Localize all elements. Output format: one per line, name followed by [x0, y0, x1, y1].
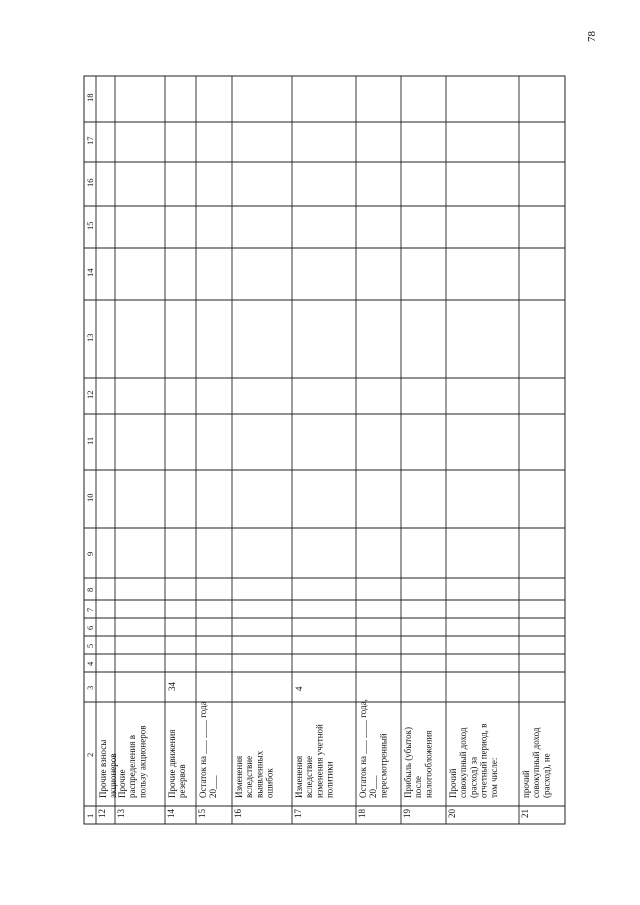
row-label-line: Остаток на ___ ____ года	[198, 701, 208, 798]
row-label-line: акционеров	[108, 753, 119, 798]
row-label-line: Прибыль (убыток)	[403, 727, 413, 798]
row-label-line: политики	[324, 761, 335, 798]
column-number-3: 3	[85, 685, 95, 690]
row-label-line: (расход), не	[541, 753, 552, 798]
column-number-7: 7	[85, 607, 95, 612]
row-label-line: 20___	[368, 775, 379, 798]
row-label-line: Изменения	[234, 755, 244, 798]
row-label-line: отчетный период, в	[478, 723, 489, 798]
row-number: 15	[197, 809, 207, 818]
row-label-line: 20___	[208, 775, 219, 798]
column-number-8: 8	[85, 587, 95, 592]
column-number-4: 4	[85, 661, 95, 666]
row-number: 21	[520, 809, 530, 818]
row-number: 14	[166, 809, 176, 818]
row-number: 19	[402, 809, 412, 818]
row-label-line: пользу акционеров	[137, 725, 148, 798]
row-label-line: Прочие взносы	[98, 739, 108, 798]
row-label-line: резервов	[177, 764, 188, 798]
row-label-line: распределения в	[127, 734, 138, 798]
row-label-line: Прочие	[117, 769, 127, 798]
row-label-line: совокупный доход	[458, 727, 469, 798]
row-label-line: совокупный доход	[531, 727, 542, 798]
column-number-1: 1	[85, 813, 95, 818]
table-border	[84, 76, 565, 824]
row-label-line: прочий	[521, 770, 531, 798]
row-label-line: Изменения	[294, 755, 304, 798]
column-number-12: 12	[85, 390, 95, 399]
column-number-17: 17	[85, 136, 95, 145]
row-label-line: налогообложения	[423, 730, 434, 798]
column-number-16: 16	[85, 178, 95, 187]
row-label-line: том числе:	[488, 757, 499, 798]
row-number: 18	[357, 809, 367, 818]
row-label-line: (расход) за	[468, 756, 479, 798]
column-number-11: 11	[85, 436, 95, 445]
row-number: 16	[233, 809, 243, 818]
column-number-6: 6	[85, 625, 95, 630]
column-number-9: 9	[85, 551, 95, 556]
row-number: 17	[293, 809, 303, 818]
row-label-line: выявленных	[254, 750, 265, 798]
row-label-line: ошибок	[264, 768, 275, 798]
row-label-line: Прочий	[448, 768, 458, 798]
row-label-line: изменения учетной	[314, 724, 325, 798]
column-number-10: 10	[85, 493, 95, 502]
row-number: 20	[447, 809, 457, 818]
row-number: 12	[97, 809, 107, 818]
column-number-15: 15	[85, 221, 95, 230]
column-number-5: 5	[85, 643, 95, 648]
column-number-13: 13	[85, 333, 95, 342]
row-label-line: вследствие	[304, 755, 315, 798]
row-label-line: Остаток на ___ ____ года,	[358, 699, 368, 798]
row-label-line: после	[413, 775, 424, 798]
row-label-line: пересмотренный	[378, 733, 389, 798]
row-label-line: вследствие	[244, 755, 255, 798]
cell-value: 34	[167, 682, 177, 691]
column-number-14: 14	[85, 268, 95, 277]
row-number: 13	[116, 809, 126, 818]
page-number: 78	[586, 31, 598, 42]
column-number-18: 18	[85, 93, 95, 102]
cell-value: 4	[294, 686, 304, 691]
row-label-line: Прочие движения	[167, 729, 177, 798]
column-number-2: 2	[85, 752, 95, 757]
